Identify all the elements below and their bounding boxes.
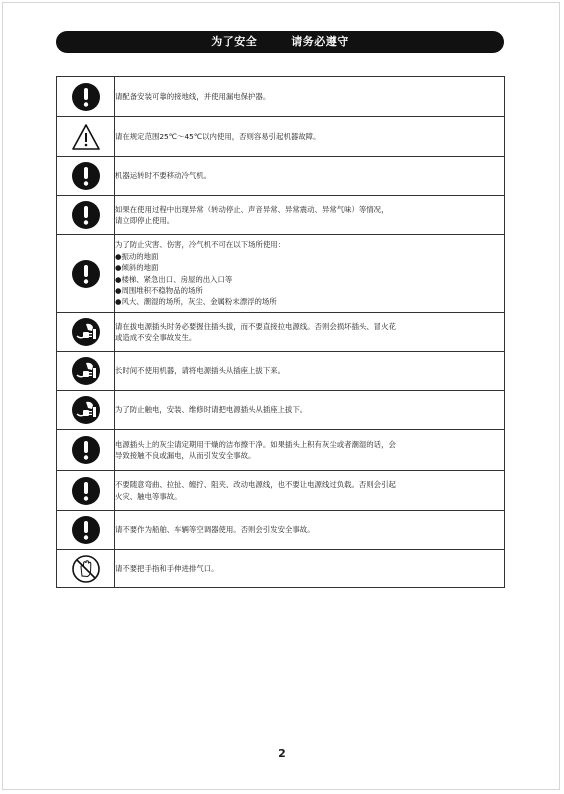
exclamation-icon xyxy=(71,200,101,230)
list-item xyxy=(115,285,504,296)
note-line: 请在拔电源插头时务必要握住插头拔，而不要直接拉电源线。否则会损坏插头、冒火花 xyxy=(115,321,396,331)
note-text: 为了防止触电，安装、维修时请把电源插头从插座上拔下。 xyxy=(115,405,308,415)
table-row xyxy=(57,313,505,352)
icon-cell xyxy=(57,157,115,196)
bullet: ● xyxy=(115,263,122,273)
table-row xyxy=(57,196,505,235)
note-text-cell xyxy=(115,391,505,430)
table-row xyxy=(57,117,505,157)
title-left: 为了安全 xyxy=(211,35,258,48)
icon-cell xyxy=(57,511,115,550)
icon-cell xyxy=(57,196,115,235)
note-text: 机器运转时不要移动冷气机。 xyxy=(115,171,212,181)
section-title-bar xyxy=(56,31,504,53)
table-row xyxy=(57,550,505,588)
table-row xyxy=(57,157,505,196)
note-text-cell xyxy=(115,77,505,117)
bullet: ● xyxy=(115,251,122,261)
bullet: ● xyxy=(115,297,122,307)
icon-cell xyxy=(57,352,115,391)
note-line: 或造成不安全事故发生。 xyxy=(115,333,197,342)
table-row xyxy=(57,77,505,117)
exclamation-icon xyxy=(71,435,101,465)
note-line: 不要随意弯曲、拉扯、缠拧、阻夹、改动电源线，也不要让电源线过负载。否则会引起 xyxy=(115,480,396,490)
table-row xyxy=(57,391,505,430)
note-text: 请不要把手指和手伸进排气口。 xyxy=(115,563,219,573)
icon-cell xyxy=(57,391,115,430)
exclamation-icon xyxy=(71,476,101,506)
note-text: 请不要作为船舶、车辆等空调器使用。否则会引发安全事故。 xyxy=(115,525,315,535)
exclamation-icon xyxy=(71,161,101,191)
bullet: ● xyxy=(115,274,122,284)
exclamation-icon xyxy=(71,82,101,112)
note-text-cell xyxy=(115,157,505,196)
note-line: 火灾、触电等事故。 xyxy=(115,491,182,501)
note-text-cell xyxy=(115,471,505,511)
note-text-cell xyxy=(115,235,505,313)
table-row xyxy=(57,511,505,550)
table-row xyxy=(57,352,505,391)
list-item-text: 倾斜的地面 xyxy=(121,263,159,273)
list-item xyxy=(115,262,504,273)
icon-cell xyxy=(57,430,115,471)
icon-cell xyxy=(57,471,115,511)
no-hand-icon xyxy=(71,554,101,584)
list-item-text: 周围堆积不稳物品的场所 xyxy=(121,285,203,295)
table-row xyxy=(57,235,505,313)
list-item-text: 楼梯、紧急出口、房屋的出入口等 xyxy=(121,274,233,284)
icon-cell xyxy=(57,550,115,588)
note-text-cell xyxy=(115,550,505,588)
exclamation-icon xyxy=(71,259,101,289)
note-text-cell xyxy=(115,196,505,235)
list-item xyxy=(115,274,504,285)
note-intro: 为了防止灾害、伤害，冷气机不可在以下场所使用： xyxy=(115,240,285,250)
list-item xyxy=(115,251,504,262)
note-text: 请在规定范围25℃～45℃以内使用，否则容易引起机器故障。 xyxy=(115,131,321,141)
list-item-text: 风大、潮湿的场所，灰尘、金属粉末漂浮的场所 xyxy=(121,297,277,307)
icon-cell xyxy=(57,117,115,157)
page-number: 2 xyxy=(278,747,286,760)
note-text-cell xyxy=(115,511,505,550)
title-right: 请务必遵守 xyxy=(291,35,349,48)
icon-cell xyxy=(57,313,115,352)
table-row xyxy=(57,430,505,471)
note-text: 请配备安装可靠的接地线，并使用漏电保护器。 xyxy=(115,91,271,101)
safety-notes-table xyxy=(56,76,505,588)
bullet: ● xyxy=(115,285,122,295)
note-text-cell xyxy=(115,117,505,157)
note-text-cell xyxy=(115,313,505,352)
unplug-icon xyxy=(71,356,101,386)
icon-cell xyxy=(57,235,115,313)
unplug-icon xyxy=(71,395,101,425)
note-text: 长时间不使用机器，请将电源插头从插座上拔下来。 xyxy=(115,366,285,376)
table-row xyxy=(57,471,505,511)
note-line: 如果在使用过程中出现异常（转动停止、声音异常、异常震动、异常气味）等情况， xyxy=(115,204,389,214)
note-line: 请立即停止使用。 xyxy=(115,216,175,225)
note-text-cell xyxy=(115,352,505,391)
warning-triangle-icon xyxy=(71,122,101,152)
unplug-icon xyxy=(71,317,101,347)
icon-cell xyxy=(57,77,115,117)
exclamation-icon xyxy=(71,515,101,545)
note-line: 导致接触不良或漏电，从而引发安全事故。 xyxy=(115,451,256,460)
list-item-text: 振动的地面 xyxy=(121,251,159,261)
list-item xyxy=(115,296,504,307)
note-line: 电源插头上的灰尘请定期用干燥的洁布擦干净。如果插头上积有灰尘或者潮湿的话，会 xyxy=(115,439,396,449)
note-text-cell xyxy=(115,430,505,471)
